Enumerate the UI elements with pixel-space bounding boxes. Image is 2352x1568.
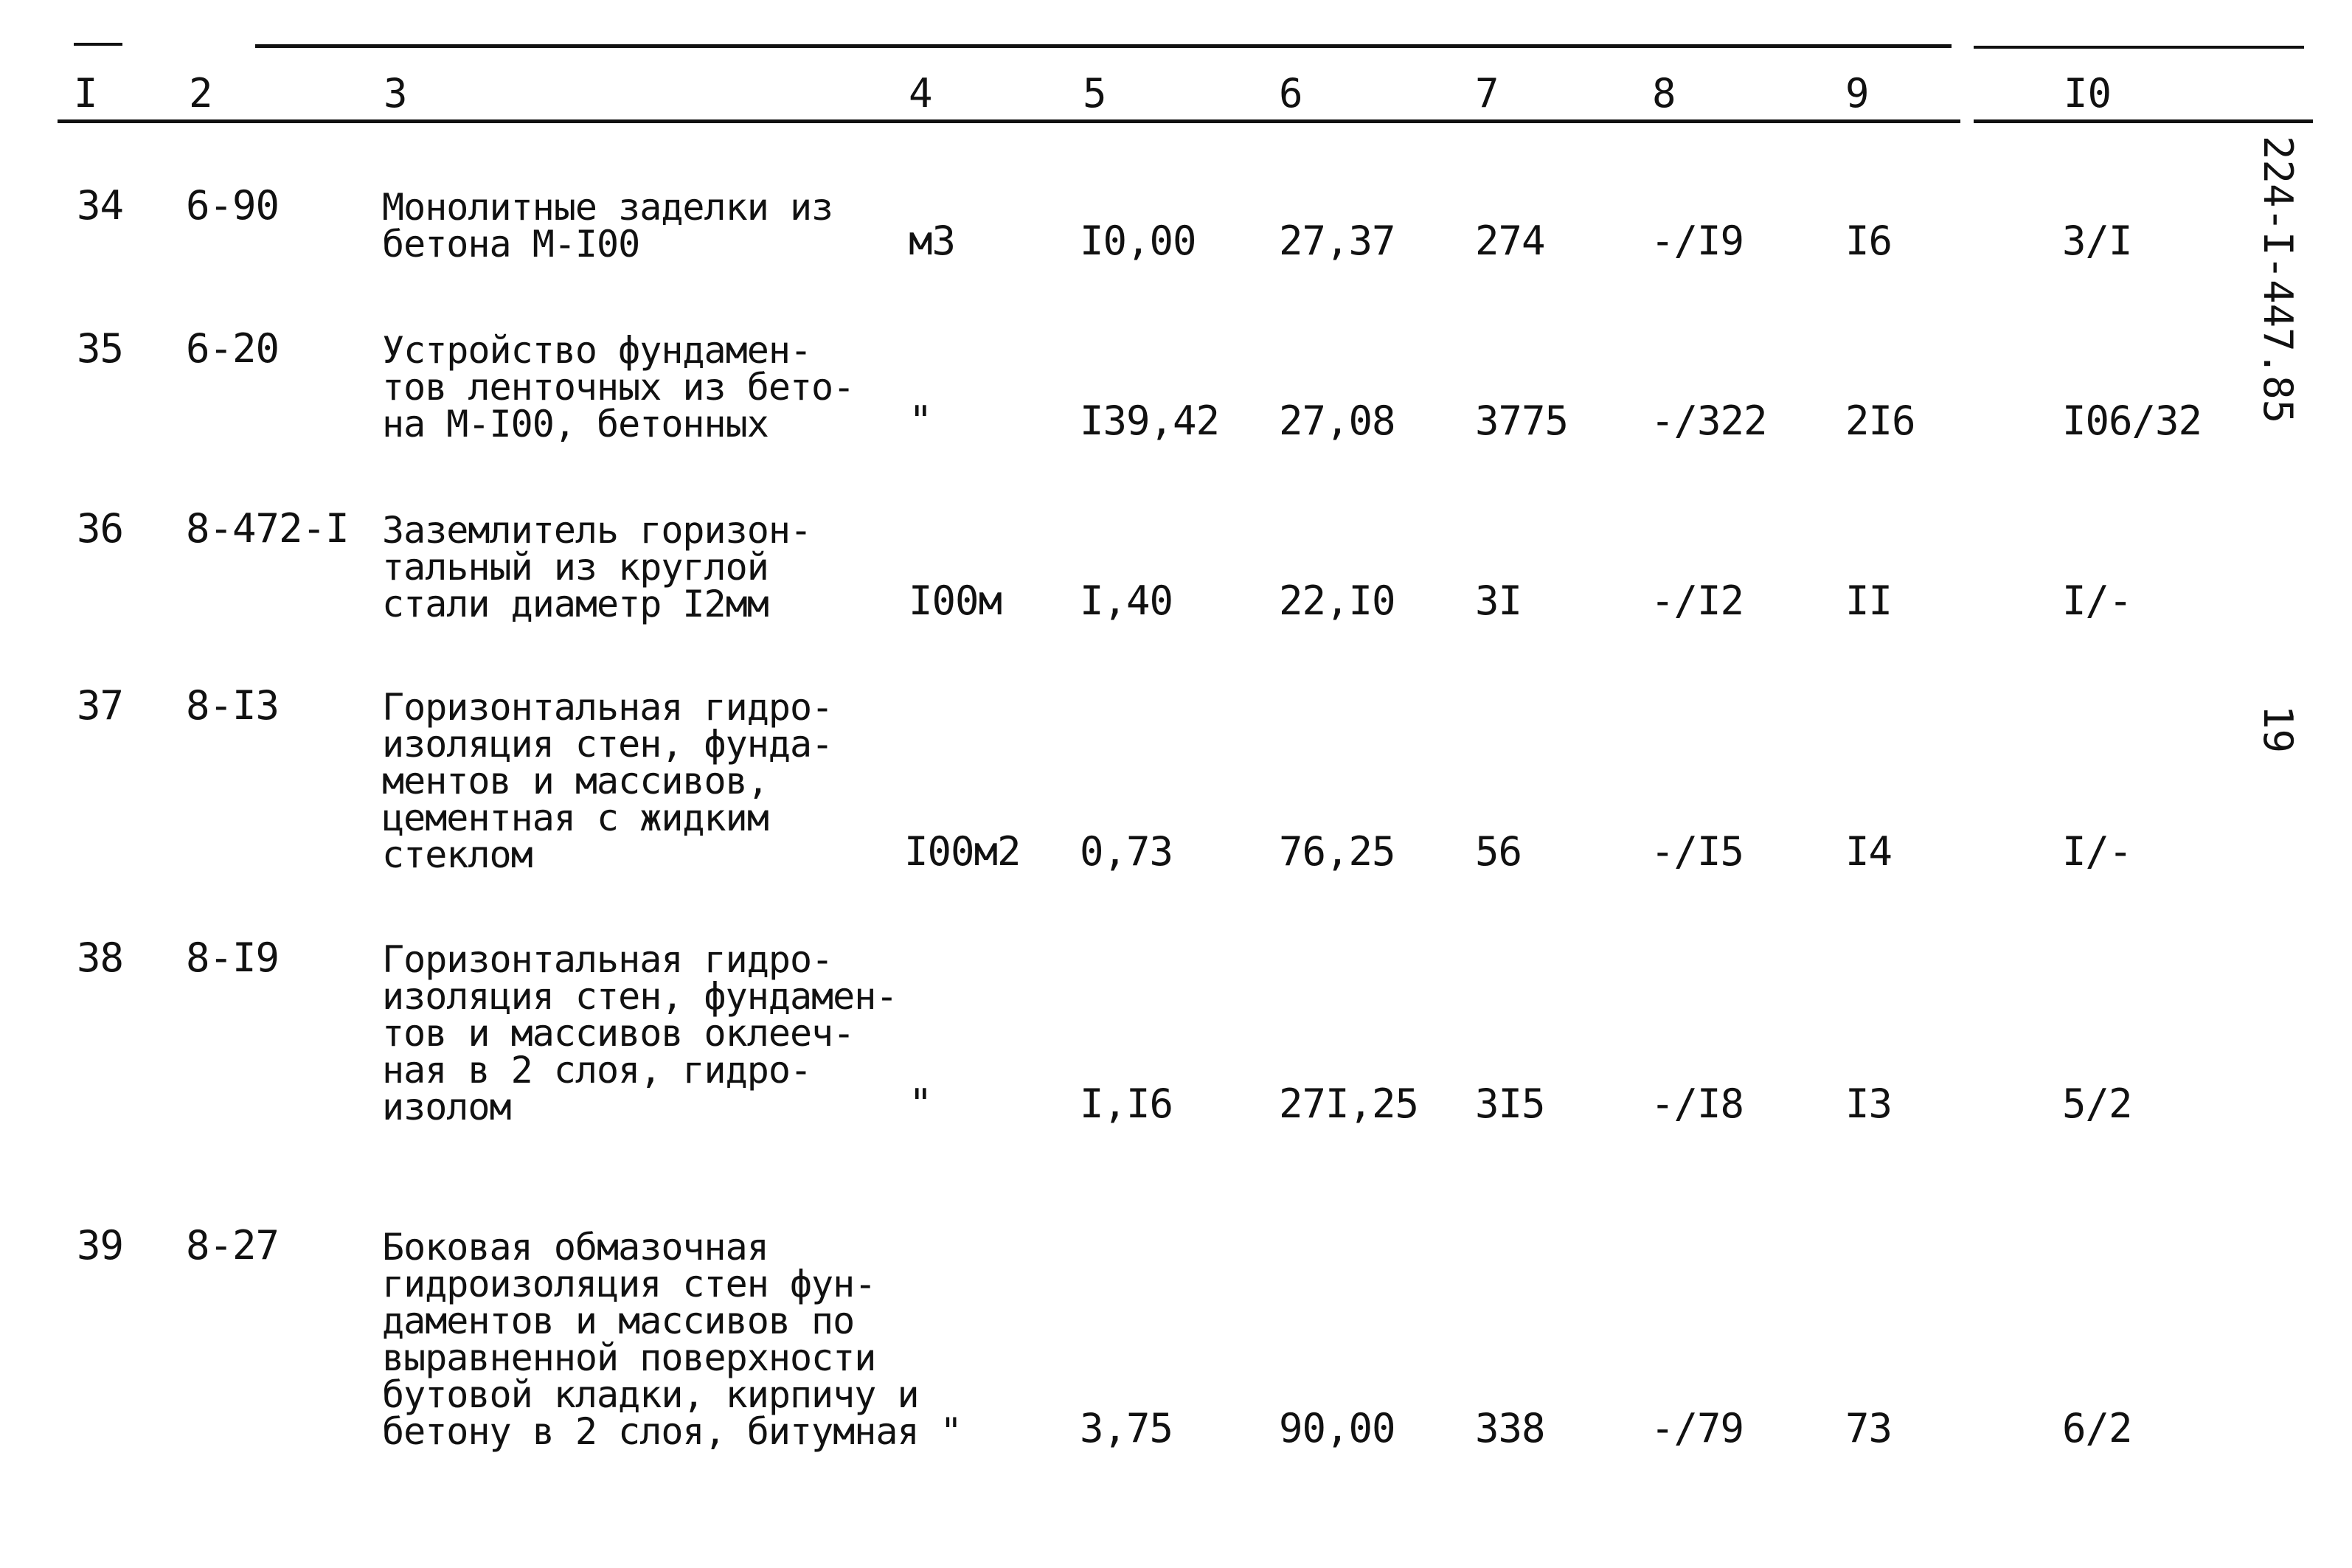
work-description-line: бетону в 2 слоя, битумная " <box>382 1410 962 1453</box>
quantity: I39,42 <box>1080 398 1220 444</box>
work-description-line: Заземлитель горизон- <box>382 509 812 552</box>
unit-price: 27,08 <box>1279 398 1395 444</box>
norm-code: 6-20 <box>186 325 280 372</box>
column-10-value: I/- <box>2062 577 2132 624</box>
work-description-line: бутовой кладки, кирпичу и <box>382 1373 919 1416</box>
work-description-line: тов и массивов оклееч- <box>382 1012 855 1055</box>
work-description-line: тальный из круглой <box>382 546 769 589</box>
column-header: 9 <box>1845 70 1870 117</box>
column-9-value: II <box>1845 577 1893 624</box>
quantity: 3,75 <box>1080 1405 1173 1451</box>
work-description-line: Монолитные заделки из <box>382 186 833 229</box>
column-header: 5 <box>1083 70 1107 117</box>
column-header: 4 <box>909 70 933 117</box>
quantity: 0,73 <box>1080 828 1173 875</box>
column-8-value: -/I8 <box>1651 1080 1744 1127</box>
column-header: I <box>74 70 98 117</box>
total-cost: 338 <box>1475 1405 1545 1451</box>
unit-price: 90,00 <box>1279 1405 1395 1451</box>
column-header: I0 <box>2064 70 2112 117</box>
unit-price: 76,25 <box>1279 828 1395 875</box>
column-header: 2 <box>189 70 213 117</box>
column-10-value: 3/I <box>2062 218 2132 264</box>
work-description-line: бетона М-I00 <box>382 223 640 266</box>
column-header: 7 <box>1475 70 1499 117</box>
column-9-value: 2I6 <box>1845 398 1915 444</box>
work-description-line: Горизонтальная гидро- <box>382 686 833 729</box>
work-description-line: Горизонтальная гидро- <box>382 938 833 981</box>
top-rule-left <box>74 43 122 46</box>
unit: " <box>909 1080 932 1127</box>
work-description-line: стеклом <box>382 833 533 876</box>
column-8-value: -/I9 <box>1651 218 1744 264</box>
total-cost: 274 <box>1475 218 1545 264</box>
work-description-line: изоляция стен, фунда- <box>382 723 833 766</box>
quantity: I,I6 <box>1080 1080 1173 1127</box>
document-code: 224-I-447.85 <box>2255 136 2301 424</box>
column-8-value: -/I5 <box>1651 828 1744 875</box>
total-cost: 3I5 <box>1475 1080 1545 1127</box>
work-description-line: изолом <box>382 1086 511 1128</box>
norm-code: 6-90 <box>186 182 280 229</box>
column-9-value: I3 <box>1845 1080 1893 1127</box>
norm-code: 8-472-I <box>186 505 349 552</box>
work-description-line: Устройство фундамен- <box>382 329 812 372</box>
unit-price: 22,I0 <box>1279 577 1395 624</box>
column-9-value: I6 <box>1845 218 1893 264</box>
column-10-value: I06/32 <box>2062 398 2202 444</box>
row-number: 37 <box>77 682 124 729</box>
norm-code: 8-I9 <box>186 934 280 981</box>
header-rule-right <box>1974 119 2313 123</box>
work-description-line: даментов и массивов по <box>382 1300 855 1342</box>
column-8-value: -/79 <box>1651 1405 1744 1451</box>
top-rule-main <box>255 44 1952 48</box>
total-cost: 3I <box>1475 577 1522 624</box>
work-description-line: выравненной поверхности <box>382 1336 876 1379</box>
row-number: 36 <box>77 505 124 552</box>
work-description-line: изоляция стен, фундамен- <box>382 975 898 1018</box>
work-description-line: стали диаметр I2мм <box>382 583 769 625</box>
column-10-value: I/- <box>2062 828 2132 875</box>
norm-code: 8-I3 <box>186 682 280 729</box>
total-cost: 3775 <box>1475 398 1569 444</box>
quantity: I0,00 <box>1080 218 1196 264</box>
unit: " <box>909 398 932 444</box>
row-number: 38 <box>77 934 124 981</box>
work-description-line: на М-I00, бетонных <box>382 403 769 445</box>
column-header: 3 <box>384 70 408 117</box>
work-description-line: гидроизоляция стен фун- <box>382 1263 876 1305</box>
unit-price: 27I,25 <box>1279 1080 1419 1127</box>
column-header: 8 <box>1652 70 1676 117</box>
row-number: 35 <box>77 325 124 372</box>
total-cost: 56 <box>1475 828 1522 875</box>
unit: I00м <box>909 577 1002 624</box>
column-9-value: 73 <box>1845 1405 1893 1451</box>
column-header: 6 <box>1279 70 1303 117</box>
row-number: 39 <box>77 1222 124 1269</box>
work-description-line: Боковая обмазочная <box>382 1226 769 1269</box>
row-number: 34 <box>77 182 124 229</box>
unit: м3 <box>909 218 956 264</box>
top-rule-right <box>1974 46 2304 49</box>
norm-code: 8-27 <box>186 1222 280 1269</box>
work-description-line: ная в 2 слоя, гидро- <box>382 1049 812 1092</box>
page-number: 19 <box>2255 705 2301 754</box>
unit-price: 27,37 <box>1279 218 1395 264</box>
column-8-value: -/322 <box>1651 398 1767 444</box>
column-9-value: I4 <box>1845 828 1893 875</box>
work-description-line: тов ленточных из бето- <box>382 366 855 409</box>
work-description-line: цементная с жидким <box>382 797 769 839</box>
column-8-value: -/I2 <box>1651 577 1744 624</box>
unit: I00м2 <box>904 828 1021 875</box>
header-rule-main <box>58 119 1960 123</box>
column-10-value: 5/2 <box>2062 1080 2132 1127</box>
quantity: I,40 <box>1080 577 1173 624</box>
work-description-line: ментов и массивов, <box>382 760 769 802</box>
column-10-value: 6/2 <box>2062 1405 2132 1451</box>
